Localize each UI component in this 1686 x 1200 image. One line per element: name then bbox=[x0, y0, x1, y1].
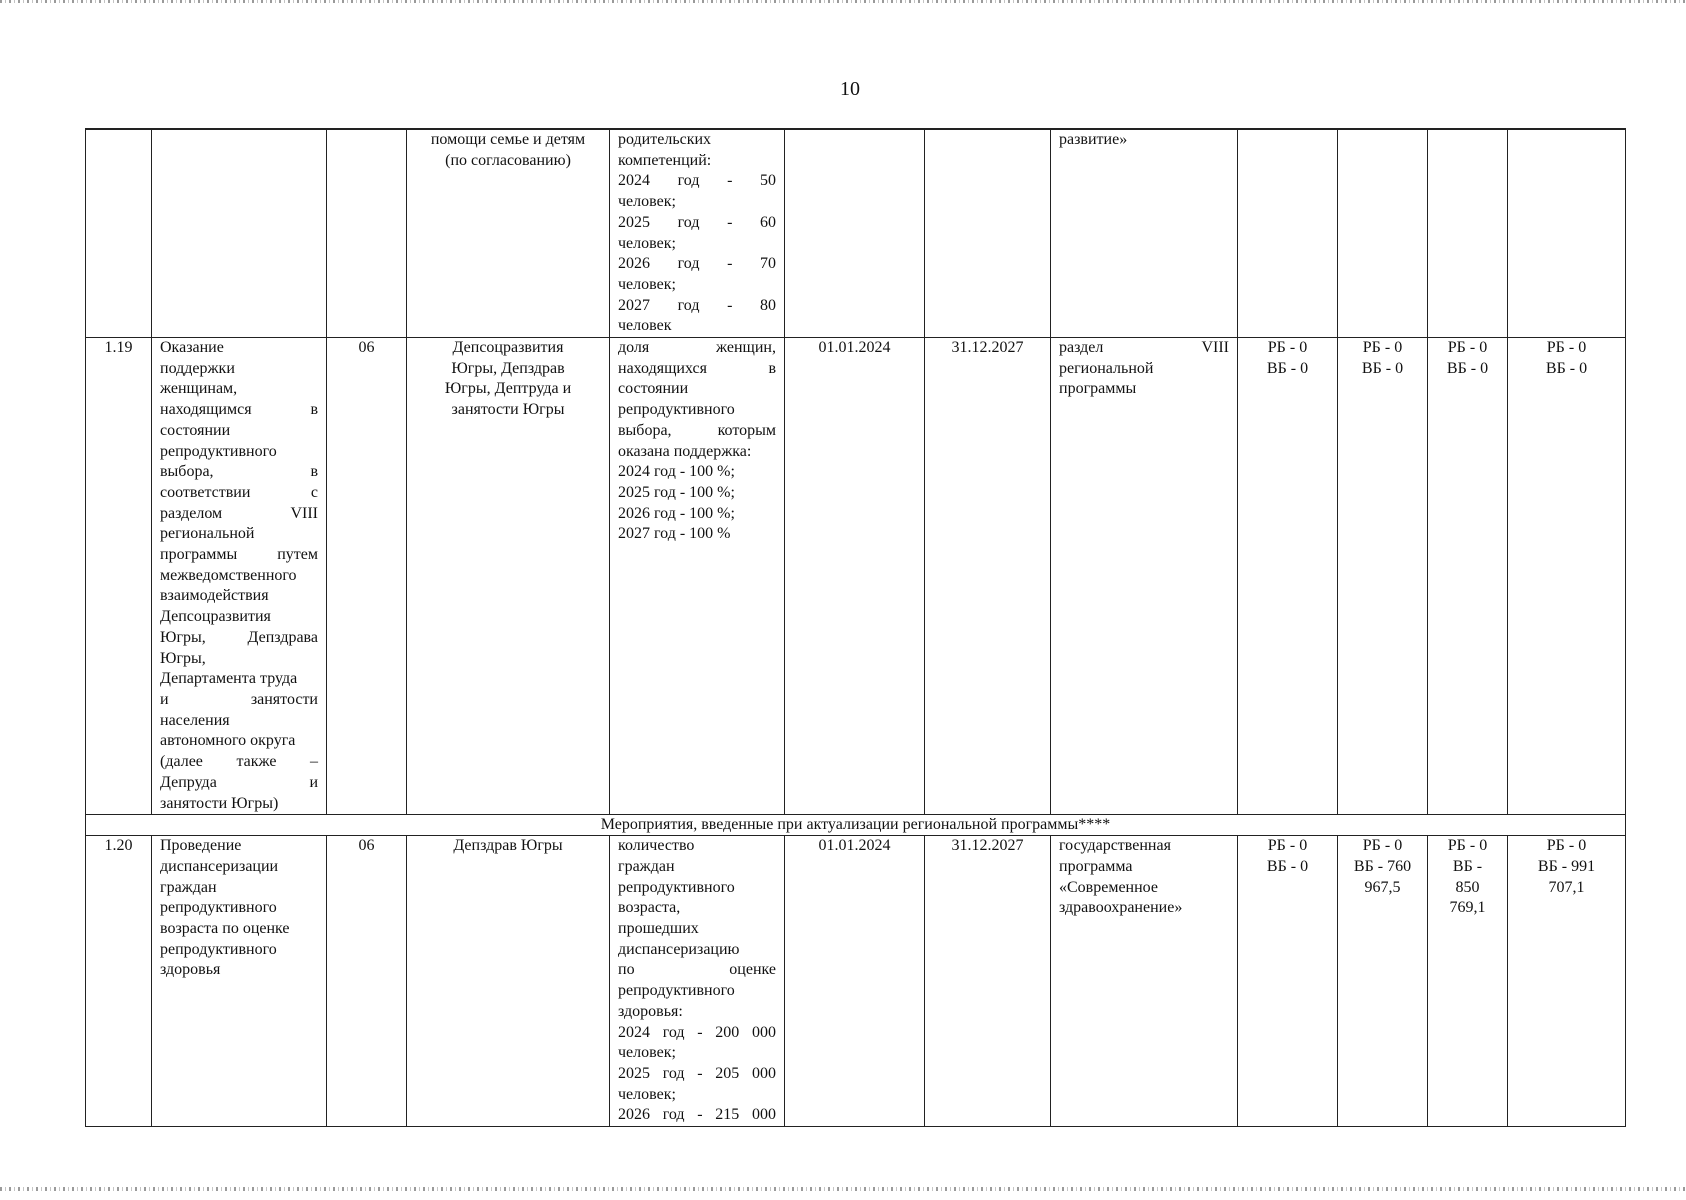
indicator-line: количество bbox=[618, 837, 695, 855]
scan-edge-bottom bbox=[0, 1187, 1686, 1191]
name-line: поддержки bbox=[160, 359, 235, 377]
name-line: состоянии bbox=[160, 421, 231, 439]
cell-fin-2024 bbox=[1238, 836, 1338, 1127]
scan-edge-top bbox=[0, 0, 1686, 3]
indicator-line: 2024 год - 50 bbox=[618, 172, 776, 190]
cell-indicator bbox=[610, 836, 785, 1127]
cell-code: 06 bbox=[327, 338, 407, 815]
indicator-line: репродуктивного bbox=[618, 401, 735, 419]
indicator-line: 2026 год - 70 bbox=[618, 255, 776, 273]
name-line: Оказание bbox=[160, 339, 224, 357]
indicator-line: 2025 год - 205 000 bbox=[618, 1064, 776, 1082]
fin-line: РБ - 0 bbox=[1546, 339, 1587, 357]
fin-line: ВБ - 0 bbox=[1545, 359, 1588, 377]
indicator-line: доля женщин, bbox=[618, 339, 776, 357]
indicator-line: выбора, которым bbox=[618, 421, 776, 439]
cell-executor bbox=[407, 338, 610, 815]
fin-line: ВБ - bbox=[1452, 857, 1483, 875]
table-row-continuation bbox=[86, 129, 1626, 338]
cell-source bbox=[1051, 338, 1238, 815]
indicator-line: человек; bbox=[618, 234, 676, 252]
cell-source: развитие» bbox=[1051, 129, 1238, 338]
cell-name bbox=[152, 338, 327, 815]
executor-line: Югры, Дептруда и bbox=[444, 380, 572, 398]
fin-line: 850 bbox=[1455, 878, 1480, 896]
name-line: Проведение bbox=[160, 837, 242, 855]
name-line: населения bbox=[160, 711, 230, 729]
executor-line: Депсоцразвития bbox=[452, 339, 564, 357]
cell-end-date bbox=[925, 129, 1051, 338]
name-line: занятости Югры) bbox=[160, 794, 279, 812]
fin-line: 707,1 bbox=[1548, 878, 1585, 896]
indicator-line: человек; bbox=[618, 1085, 676, 1103]
indicator-line: прошедших bbox=[618, 920, 699, 938]
source-line: раздел VIII bbox=[1059, 339, 1229, 357]
source-line: здравоохранение» bbox=[1059, 899, 1183, 917]
name-line: женщинам, bbox=[160, 380, 238, 398]
cell-code bbox=[327, 129, 407, 338]
indicator-line: 2026 год - 215 000 bbox=[618, 1106, 776, 1124]
fin-line: ВБ - 0 bbox=[1361, 359, 1404, 377]
table-row-1-19 bbox=[86, 338, 1626, 815]
indicator-line: возраста, bbox=[618, 899, 681, 917]
name-line: разделом VIII bbox=[160, 504, 318, 522]
source-line: программа bbox=[1059, 857, 1133, 875]
cell-name bbox=[152, 129, 327, 338]
cell-number: 1.20 bbox=[86, 836, 152, 1127]
cell-end-date: 31.12.2027 bbox=[925, 338, 1051, 815]
fin-line: РБ - 0 bbox=[1267, 837, 1308, 855]
page-number: 10 bbox=[840, 78, 860, 100]
name-line: репродуктивного bbox=[160, 899, 277, 917]
fin-line: ВБ - 0 bbox=[1446, 359, 1489, 377]
source-line: «Современное bbox=[1059, 878, 1158, 896]
cell-fin-2026 bbox=[1428, 338, 1508, 815]
indicator-line: компетенций: bbox=[618, 151, 712, 169]
cell-fin-2025 bbox=[1338, 338, 1428, 815]
source-line: программы bbox=[1059, 380, 1137, 398]
name-line: Депруда и bbox=[160, 773, 318, 791]
name-line: программы путем bbox=[160, 546, 318, 564]
indicator-line: человек bbox=[618, 317, 672, 335]
table-row-section bbox=[86, 815, 1626, 836]
name-line: Югры, bbox=[160, 649, 206, 667]
indicator-line: репродуктивного bbox=[618, 982, 735, 1000]
fin-line: РБ - 0 bbox=[1447, 339, 1488, 357]
indicator-line: 2027 год - 100 % bbox=[618, 525, 731, 543]
cell-fin-2027 bbox=[1508, 129, 1626, 338]
cell-fin-2025 bbox=[1338, 129, 1428, 338]
indicator-line: 2024 год - 100 %; bbox=[618, 463, 735, 481]
executor-line: занятости Югры bbox=[451, 401, 565, 419]
cell-start-date bbox=[785, 129, 925, 338]
indicator-line: диспансеризацию bbox=[618, 940, 740, 958]
name-line: диспансеризации bbox=[160, 857, 279, 875]
indicator-line: 2024 год - 200 000 bbox=[618, 1023, 776, 1041]
cell-number: 1.19 bbox=[86, 338, 152, 815]
indicator-line: здоровья: bbox=[618, 1002, 683, 1020]
indicator-line: человек; bbox=[618, 193, 676, 211]
name-line: репродуктивного bbox=[160, 442, 277, 460]
name-line: региональной bbox=[160, 525, 255, 543]
fin-line: 967,5 bbox=[1364, 878, 1401, 896]
table-row-1-20 bbox=[86, 836, 1626, 1127]
cell-start-date: 01.01.2024 bbox=[785, 338, 925, 815]
measures-table bbox=[85, 128, 1626, 1127]
cell-fin-2024 bbox=[1238, 129, 1338, 338]
section-heading: Мероприятия, введенные при актуализации региональной программы**** bbox=[86, 815, 1626, 836]
name-line: возраста по оценке bbox=[160, 920, 290, 938]
fin-line: ВБ - 991 bbox=[1537, 857, 1596, 875]
fin-line: ВБ - 0 bbox=[1266, 857, 1309, 875]
indicator-line: человек; bbox=[618, 1044, 676, 1062]
cell-source bbox=[1051, 836, 1238, 1127]
fin-line: 769,1 bbox=[1449, 899, 1486, 917]
fin-line: РБ - 0 bbox=[1362, 339, 1403, 357]
name-line: репродуктивного bbox=[160, 940, 277, 958]
cell-start-date: 01.01.2024 bbox=[785, 836, 925, 1127]
fin-line: РБ - 0 bbox=[1362, 837, 1403, 855]
cell-indicator bbox=[610, 338, 785, 815]
cell-fin-2026 bbox=[1428, 129, 1508, 338]
indicator-line: 2025 год - 100 %; bbox=[618, 483, 735, 501]
name-line: и занятости bbox=[160, 690, 318, 708]
cell-code: 06 bbox=[327, 836, 407, 1127]
cell-indicator bbox=[610, 129, 785, 338]
cell-executor bbox=[407, 129, 610, 338]
indicator-line: 2026 год - 100 %; bbox=[618, 504, 735, 522]
indicator-line: по оценке bbox=[618, 961, 776, 979]
name-line: Депсоцразвития bbox=[160, 608, 271, 626]
name-line: (далее также – bbox=[160, 753, 318, 771]
name-line: находящимся в bbox=[160, 401, 318, 419]
fin-line: РБ - 0 bbox=[1447, 837, 1488, 855]
cell-number bbox=[86, 129, 152, 338]
name-line: Департамента труда bbox=[160, 670, 298, 688]
cell-fin-2026 bbox=[1428, 836, 1508, 1127]
name-line: выбора, в bbox=[160, 463, 318, 481]
indicator-line: находящихся в bbox=[618, 359, 776, 377]
name-line: Югры, Депздрава bbox=[160, 628, 318, 646]
executor-line: Югры, Депздрав bbox=[451, 359, 565, 377]
cell-fin-2027 bbox=[1508, 338, 1626, 815]
source-line: региональной bbox=[1059, 359, 1154, 377]
cell-executor: Депздрав Югры bbox=[407, 836, 610, 1127]
name-line: соответствии с bbox=[160, 483, 318, 501]
name-line: взаимодействия bbox=[160, 587, 269, 605]
name-line: автономного округа bbox=[160, 732, 296, 750]
indicator-line: человек; bbox=[618, 275, 676, 293]
cell-fin-2024 bbox=[1238, 338, 1338, 815]
fin-line: ВБ - 760 bbox=[1353, 857, 1412, 875]
cell-fin-2027 bbox=[1508, 836, 1626, 1127]
name-line: граждан bbox=[160, 878, 217, 896]
fin-line: ВБ - 0 bbox=[1266, 359, 1309, 377]
indicator-line: репродуктивного bbox=[618, 878, 735, 896]
source-line: государственная bbox=[1059, 837, 1171, 855]
fin-line: РБ - 0 bbox=[1267, 339, 1308, 357]
indicator-line: родительских bbox=[618, 131, 712, 148]
cell-end-date: 31.12.2027 bbox=[925, 836, 1051, 1127]
executor-line: помощи семье и детям bbox=[430, 131, 586, 148]
indicator-line: оказана поддержка: bbox=[618, 442, 752, 460]
cell-fin-2025 bbox=[1338, 836, 1428, 1127]
cell-name bbox=[152, 836, 327, 1127]
indicator-line: 2027 год - 80 bbox=[618, 296, 776, 314]
indicator-line: 2025 год - 60 bbox=[618, 213, 776, 231]
name-line: здоровья bbox=[160, 961, 221, 979]
indicator-line: граждан bbox=[618, 857, 675, 875]
indicator-line: состоянии bbox=[618, 380, 689, 398]
executor-line: (по согласованию) bbox=[445, 151, 571, 169]
name-line: межведомственного bbox=[160, 566, 297, 584]
fin-line: РБ - 0 bbox=[1546, 837, 1587, 855]
